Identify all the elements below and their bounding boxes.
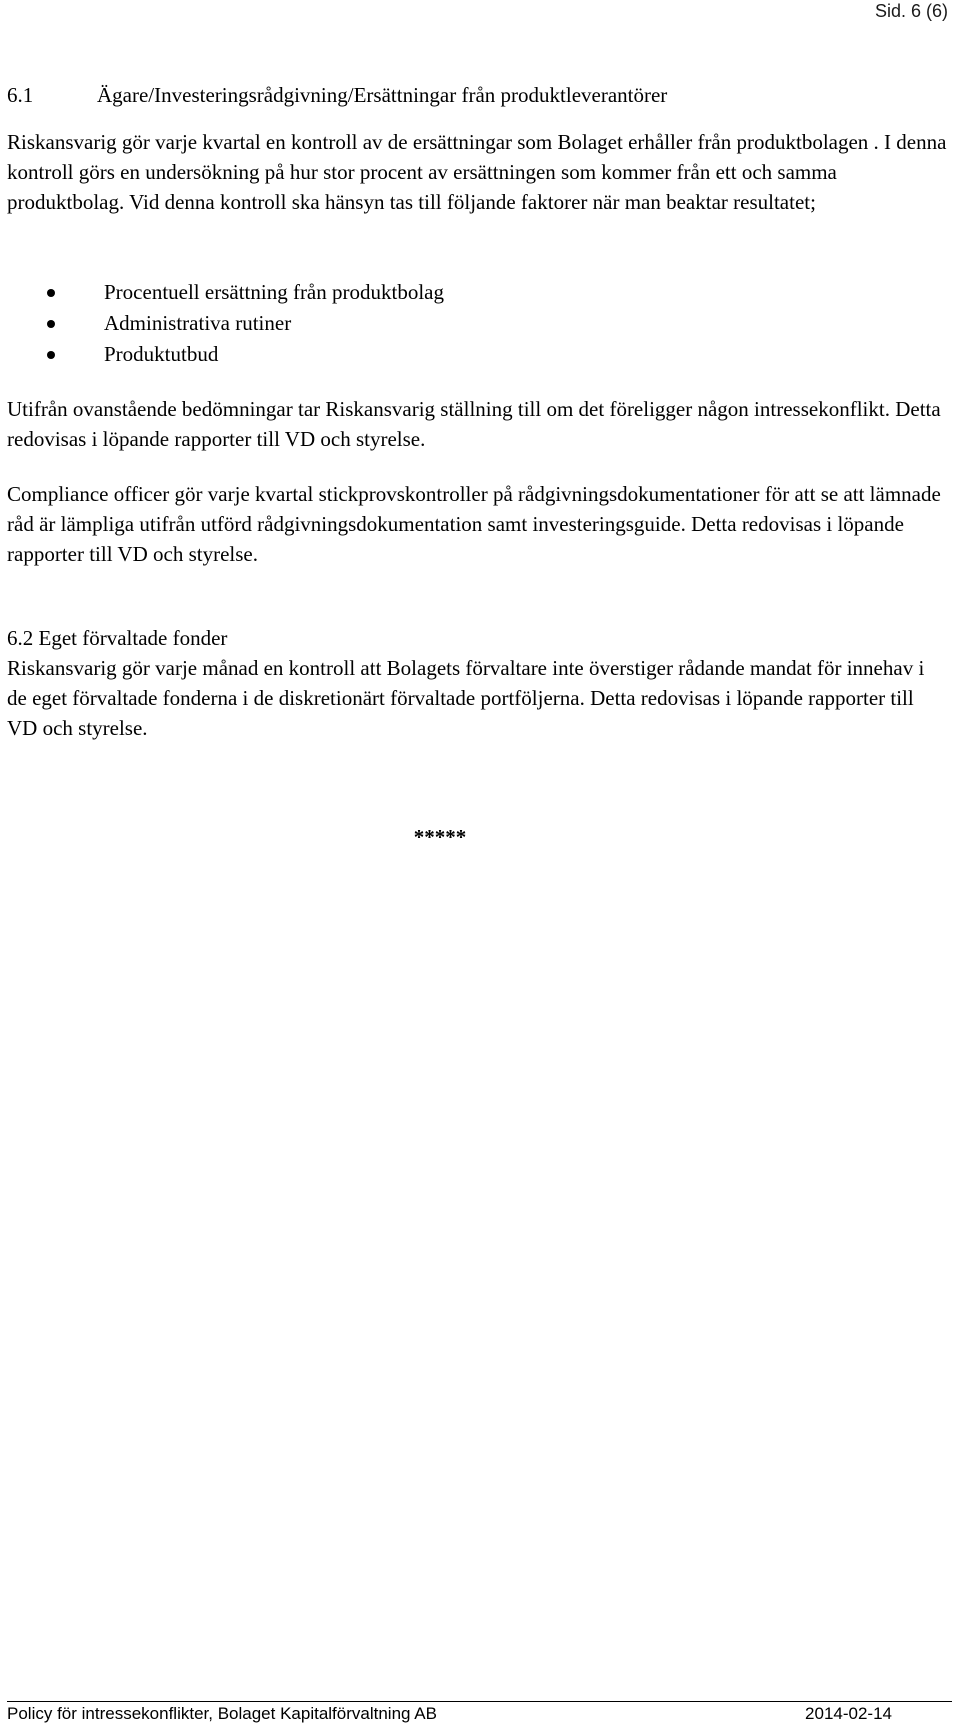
- footer-title: Policy för intressekonflikter, Bolaget Kapitalförvaltning AB: [7, 1704, 437, 1723]
- list-item-label: Procentuell ersättning från produktbolag: [104, 280, 444, 304]
- section-6-1-intro: Riskansvarig gör varje kvartal en kontroll av de ersättningar som Bolaget erhåller från produktbolagen . I denna kontroll görs en undersökning på hur stor procent av ersättningen som kommer från ett och samma produktbolag. Vid denna kontroll ska hänsyn tas till följande faktorer när man beaktar resultatet;: [7, 130, 947, 214]
- list-item-label: Produktutbud: [104, 342, 219, 366]
- page-number: Sid. 6 (6): [874, 1, 948, 21]
- bullet-icon: [47, 351, 55, 359]
- footer-date: 2014-02-14: [805, 1704, 892, 1723]
- factor-list: [0, 277, 444, 370]
- section-6-1-number: 6.1: [7, 83, 34, 107]
- section-6-1-heading: [7, 80, 947, 110]
- page-footer: [7, 1704, 952, 1723]
- list-item: [0, 339, 444, 370]
- bullet-icon: [47, 289, 55, 297]
- section-6-1-conclusion: Utifrån ovanstående bedömningar tar Riskansvarig ställning till om det föreligger någon intressekonflikt. Detta redovisas i löpande rapporter till VD och styrelse.: [7, 397, 941, 451]
- section-6-1-title: Ägare/Investeringsrådgivning/Ersättningar från produktleverantörer: [97, 83, 668, 107]
- list-item-label: Administrativa rutiner: [104, 311, 292, 335]
- list-item: [0, 277, 444, 308]
- footer-divider: [7, 1701, 952, 1702]
- bullet-icon: [47, 320, 55, 328]
- section-6-2-body: Riskansvarig gör varje månad en kontroll att Bolagets förvaltare inte överstiger rådande mandat för innehav i de eget förvaltade fonderna i de diskretionärt förvaltade portföljerna. Detta redovisas i löpande rapporter till VD och styrelse.: [7, 656, 925, 740]
- end-marker: *****: [413, 825, 467, 849]
- section-6-1-compliance: Compliance officer gör varje kvartal stickprovskontroller på rådgivningsdokumentationer för att se att lämnade råd är lämpliga utifrån utförd rådgivningsdokumentation samt investeringsguide. Detta redovisas i löpande rapporter till VD och styrelse.: [7, 482, 941, 566]
- section-6-2-heading: 6.2 Eget förvaltade fonder: [7, 626, 228, 650]
- list-item: [0, 308, 444, 339]
